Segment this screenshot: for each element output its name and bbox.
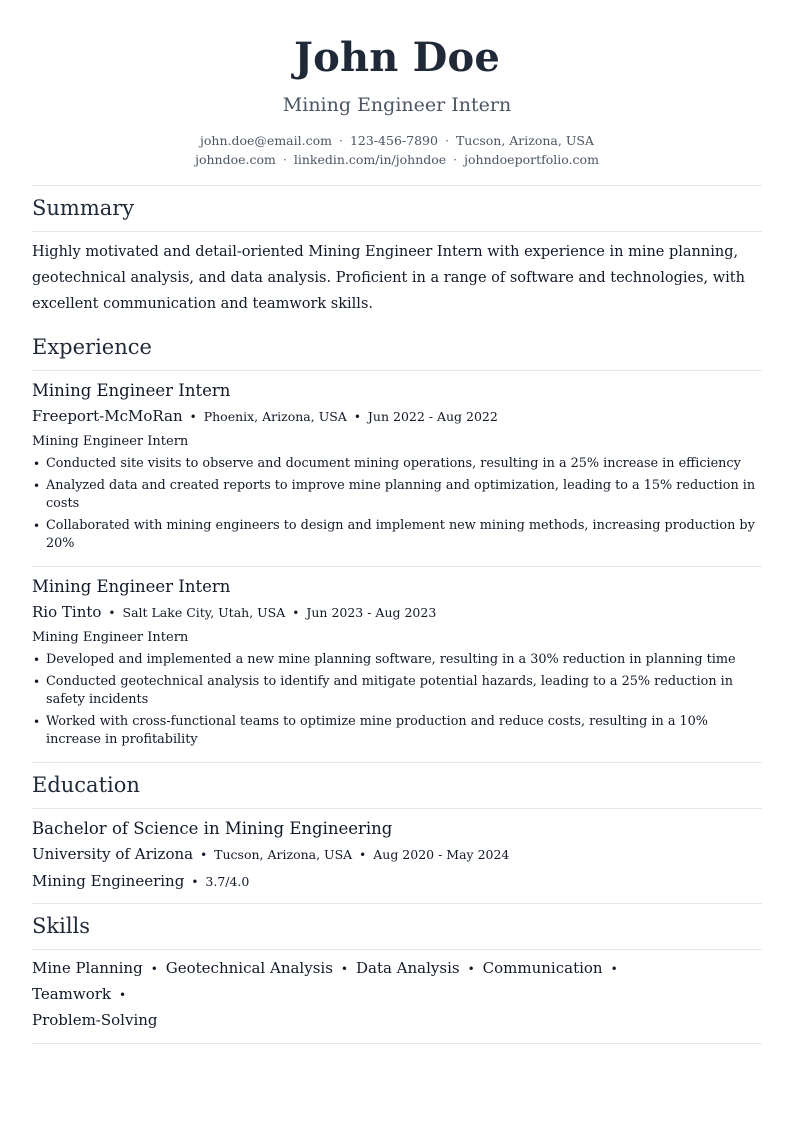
meta-separator: • — [292, 606, 300, 620]
skill-separator: • — [467, 962, 475, 976]
degree-title: Bachelor of Science in Mining Engineering — [32, 819, 393, 838]
divider — [32, 1043, 762, 1044]
skills-heading: Skills — [32, 914, 91, 938]
meta-separator: • — [359, 848, 367, 862]
meta-separator: • — [108, 606, 116, 620]
list-item: • Conducted geotechnical analysis to identify and mitigate potential hazards, leading to a 25% reduction in safety incidents — [32, 673, 762, 709]
list-item: • Worked with cross-functional teams to optimize mine production and reduce costs, resulting in a 10% increase in profitability — [32, 713, 762, 749]
meta-separator: • — [353, 410, 361, 424]
skills-list — [32, 950, 672, 1043]
location: Tucson, Arizona, USA — [455, 133, 594, 148]
skill-item: Communication — [482, 959, 603, 977]
website-link[interactable]: johndoe.com — [195, 152, 276, 167]
contact-separator: · — [453, 152, 458, 167]
education-heading: Education — [32, 773, 140, 797]
job-subtitle: Mining Engineer Intern — [32, 434, 189, 449]
school-name: University of Arizona — [32, 845, 194, 863]
contact-separator: · — [444, 133, 449, 148]
list-item: • Developed and implemented a new mine planning software, resulting in a 30% reduction in planning time — [32, 651, 762, 669]
meta-separator: • — [200, 848, 208, 862]
job-title: Mining Engineer Intern — [32, 577, 231, 596]
experience-heading: Experience — [32, 335, 152, 359]
education-dates: Aug 2020 - May 2024 — [373, 847, 510, 862]
education-entry — [32, 809, 762, 903]
education-meta — [32, 843, 762, 867]
education-detail — [32, 870, 762, 894]
skill-separator: • — [340, 962, 348, 976]
company-name: Freeport-McMoRan — [32, 407, 183, 425]
summary-heading: Summary — [32, 196, 135, 220]
portfolio-link[interactable]: johndoeportfolio.com — [464, 152, 599, 167]
skill-separator: • — [150, 962, 158, 976]
list-item: • Analyzed data and created reports to improve mine planning and optimization, leading to a 15% reduction in costs — [32, 477, 762, 513]
candidate-role: Mining Engineer Intern — [282, 94, 512, 116]
list-item: • Collaborated with mining engineers to design and implement new mining methods, increasing production by 20% — [32, 517, 762, 553]
job-bullets — [32, 651, 762, 749]
skill-item: Problem-Solving — [32, 1011, 158, 1029]
job-meta — [32, 405, 762, 429]
job-title: Mining Engineer Intern — [32, 381, 231, 400]
job-subtitle: Mining Engineer Intern — [32, 630, 189, 645]
major: Mining Engineering — [32, 872, 185, 890]
contact-separator: · — [338, 133, 343, 148]
summary-text: Highly motivated and detail-oriented Mining Engineer Intern with experience in mine planning, geotechnical analysis, and data analysis. Proficient in a range of software and technologies, with excellent communication and teamwork skills. — [32, 244, 745, 312]
meta-separator: • — [189, 410, 197, 424]
job-meta — [32, 601, 762, 625]
job-bullets — [32, 455, 762, 553]
experience-entry — [32, 371, 762, 566]
skill-separator: • — [610, 962, 618, 976]
skill-separator: • — [119, 988, 127, 1002]
skill-item: Teamwork — [32, 985, 112, 1003]
job-dates: Jun 2023 - Aug 2023 — [306, 605, 437, 620]
skill-item: Mine Planning — [32, 959, 143, 977]
meta-separator: • — [191, 875, 199, 889]
experience-entry — [32, 567, 762, 762]
job-dates: Jun 2022 - Aug 2022 — [367, 409, 498, 424]
job-location: Salt Lake City, Utah, USA — [122, 605, 286, 620]
candidate-name: John Doe — [293, 34, 501, 81]
phone-number: 123-456-7890 — [349, 133, 438, 148]
skill-item: Geotechnical Analysis — [165, 959, 333, 977]
contact-line-2 — [32, 150, 762, 169]
school-location: Tucson, Arizona, USA — [214, 847, 353, 862]
gpa: 3.7/4.0 — [205, 874, 250, 889]
list-item: • Conducted site visits to observe and document mining operations, resulting in a 25% increase in efficiency — [32, 455, 762, 473]
company-name: Rio Tinto — [32, 603, 102, 621]
contact-line-1 — [32, 131, 762, 150]
email-link[interactable]: john.doe@email.com — [200, 133, 332, 148]
skill-item: Data Analysis — [355, 959, 460, 977]
resume-header — [32, 0, 762, 169]
contact-separator: · — [282, 152, 287, 167]
contact-info — [32, 131, 762, 169]
job-location: Phoenix, Arizona, USA — [203, 409, 347, 424]
linkedin-link[interactable]: linkedin.com/in/johndoe — [293, 152, 447, 167]
